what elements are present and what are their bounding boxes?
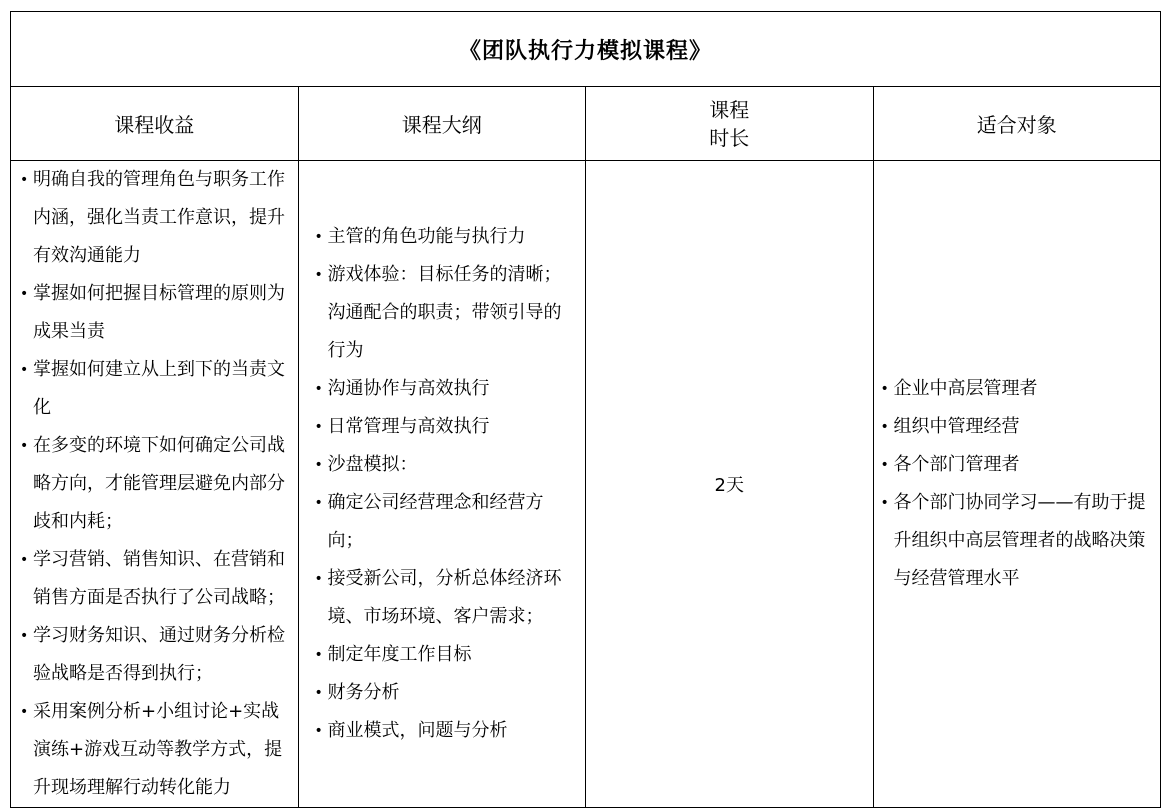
list-item: • 学习营销、销售知识、在营销和销售方面是否执行了公司战略；	[13, 541, 288, 617]
audience-list	[878, 370, 1151, 598]
list-item: • 日常管理与高效执行	[308, 408, 580, 446]
list-item: • 企业中高层管理者	[878, 370, 1151, 408]
header-duration	[586, 87, 874, 161]
duration-value: 2天	[586, 161, 874, 808]
course-title: 《团队执行力模拟课程》	[11, 12, 1161, 87]
list-item: • 商业模式，问题与分析	[308, 712, 580, 750]
list-item: • 确定公司经营理念和经营方向；	[308, 484, 580, 560]
outline-cell	[298, 161, 586, 808]
list-item: • 组织中管理经营	[878, 408, 1151, 446]
list-item: • 制定年度工作目标	[308, 636, 580, 674]
list-item: • 掌握如何把握目标管理的原则为成果当责	[13, 275, 288, 351]
list-item: • 接受新公司，分析总体经济环境、市场环境、客户需求；	[308, 560, 580, 636]
benefits-cell	[11, 161, 299, 808]
list-item: • 各个部门管理者	[878, 446, 1151, 484]
header-duration-line1: 课程	[709, 97, 750, 122]
list-item: • 沙盘模拟：	[308, 446, 580, 484]
header-audience: 适合对象	[873, 87, 1161, 161]
list-item: • 游戏体验：目标任务的清晰；沟通配合的职责；带领引导的行为	[308, 256, 580, 370]
list-item: • 掌握如何建立从上到下的当责文化	[13, 351, 288, 427]
list-item: • 学习财务知识、通过财务分析检验战略是否得到执行；	[13, 617, 288, 693]
list-item: • 采用案例分析+小组讨论+实战演练+游戏互动等教学方式，提升现场理解行动转化能力	[13, 693, 288, 807]
outline-list	[308, 218, 580, 750]
list-item: • 各个部门协同学习——有助于提升组织中高层管理者的战略决策与经营管理水平	[878, 484, 1151, 598]
list-item: • 财务分析	[308, 674, 580, 712]
list-item: • 在多变的环境下如何确定公司战略方向，才能管理层避免内部分歧和内耗；	[13, 427, 288, 541]
header-duration-line2: 时长	[709, 125, 750, 150]
benefits-list	[13, 161, 288, 807]
audience-cell	[873, 161, 1161, 808]
header-benefits: 课程收益	[11, 87, 299, 161]
list-item: • 明确自我的管理角色与职务工作内涵，强化当责工作意识，提升有效沟通能力	[13, 161, 288, 275]
header-outline: 课程大纲	[298, 87, 586, 161]
course-table	[10, 11, 1161, 808]
list-item: • 主管的角色功能与执行力	[308, 218, 580, 256]
list-item: • 沟通协作与高效执行	[308, 370, 580, 408]
